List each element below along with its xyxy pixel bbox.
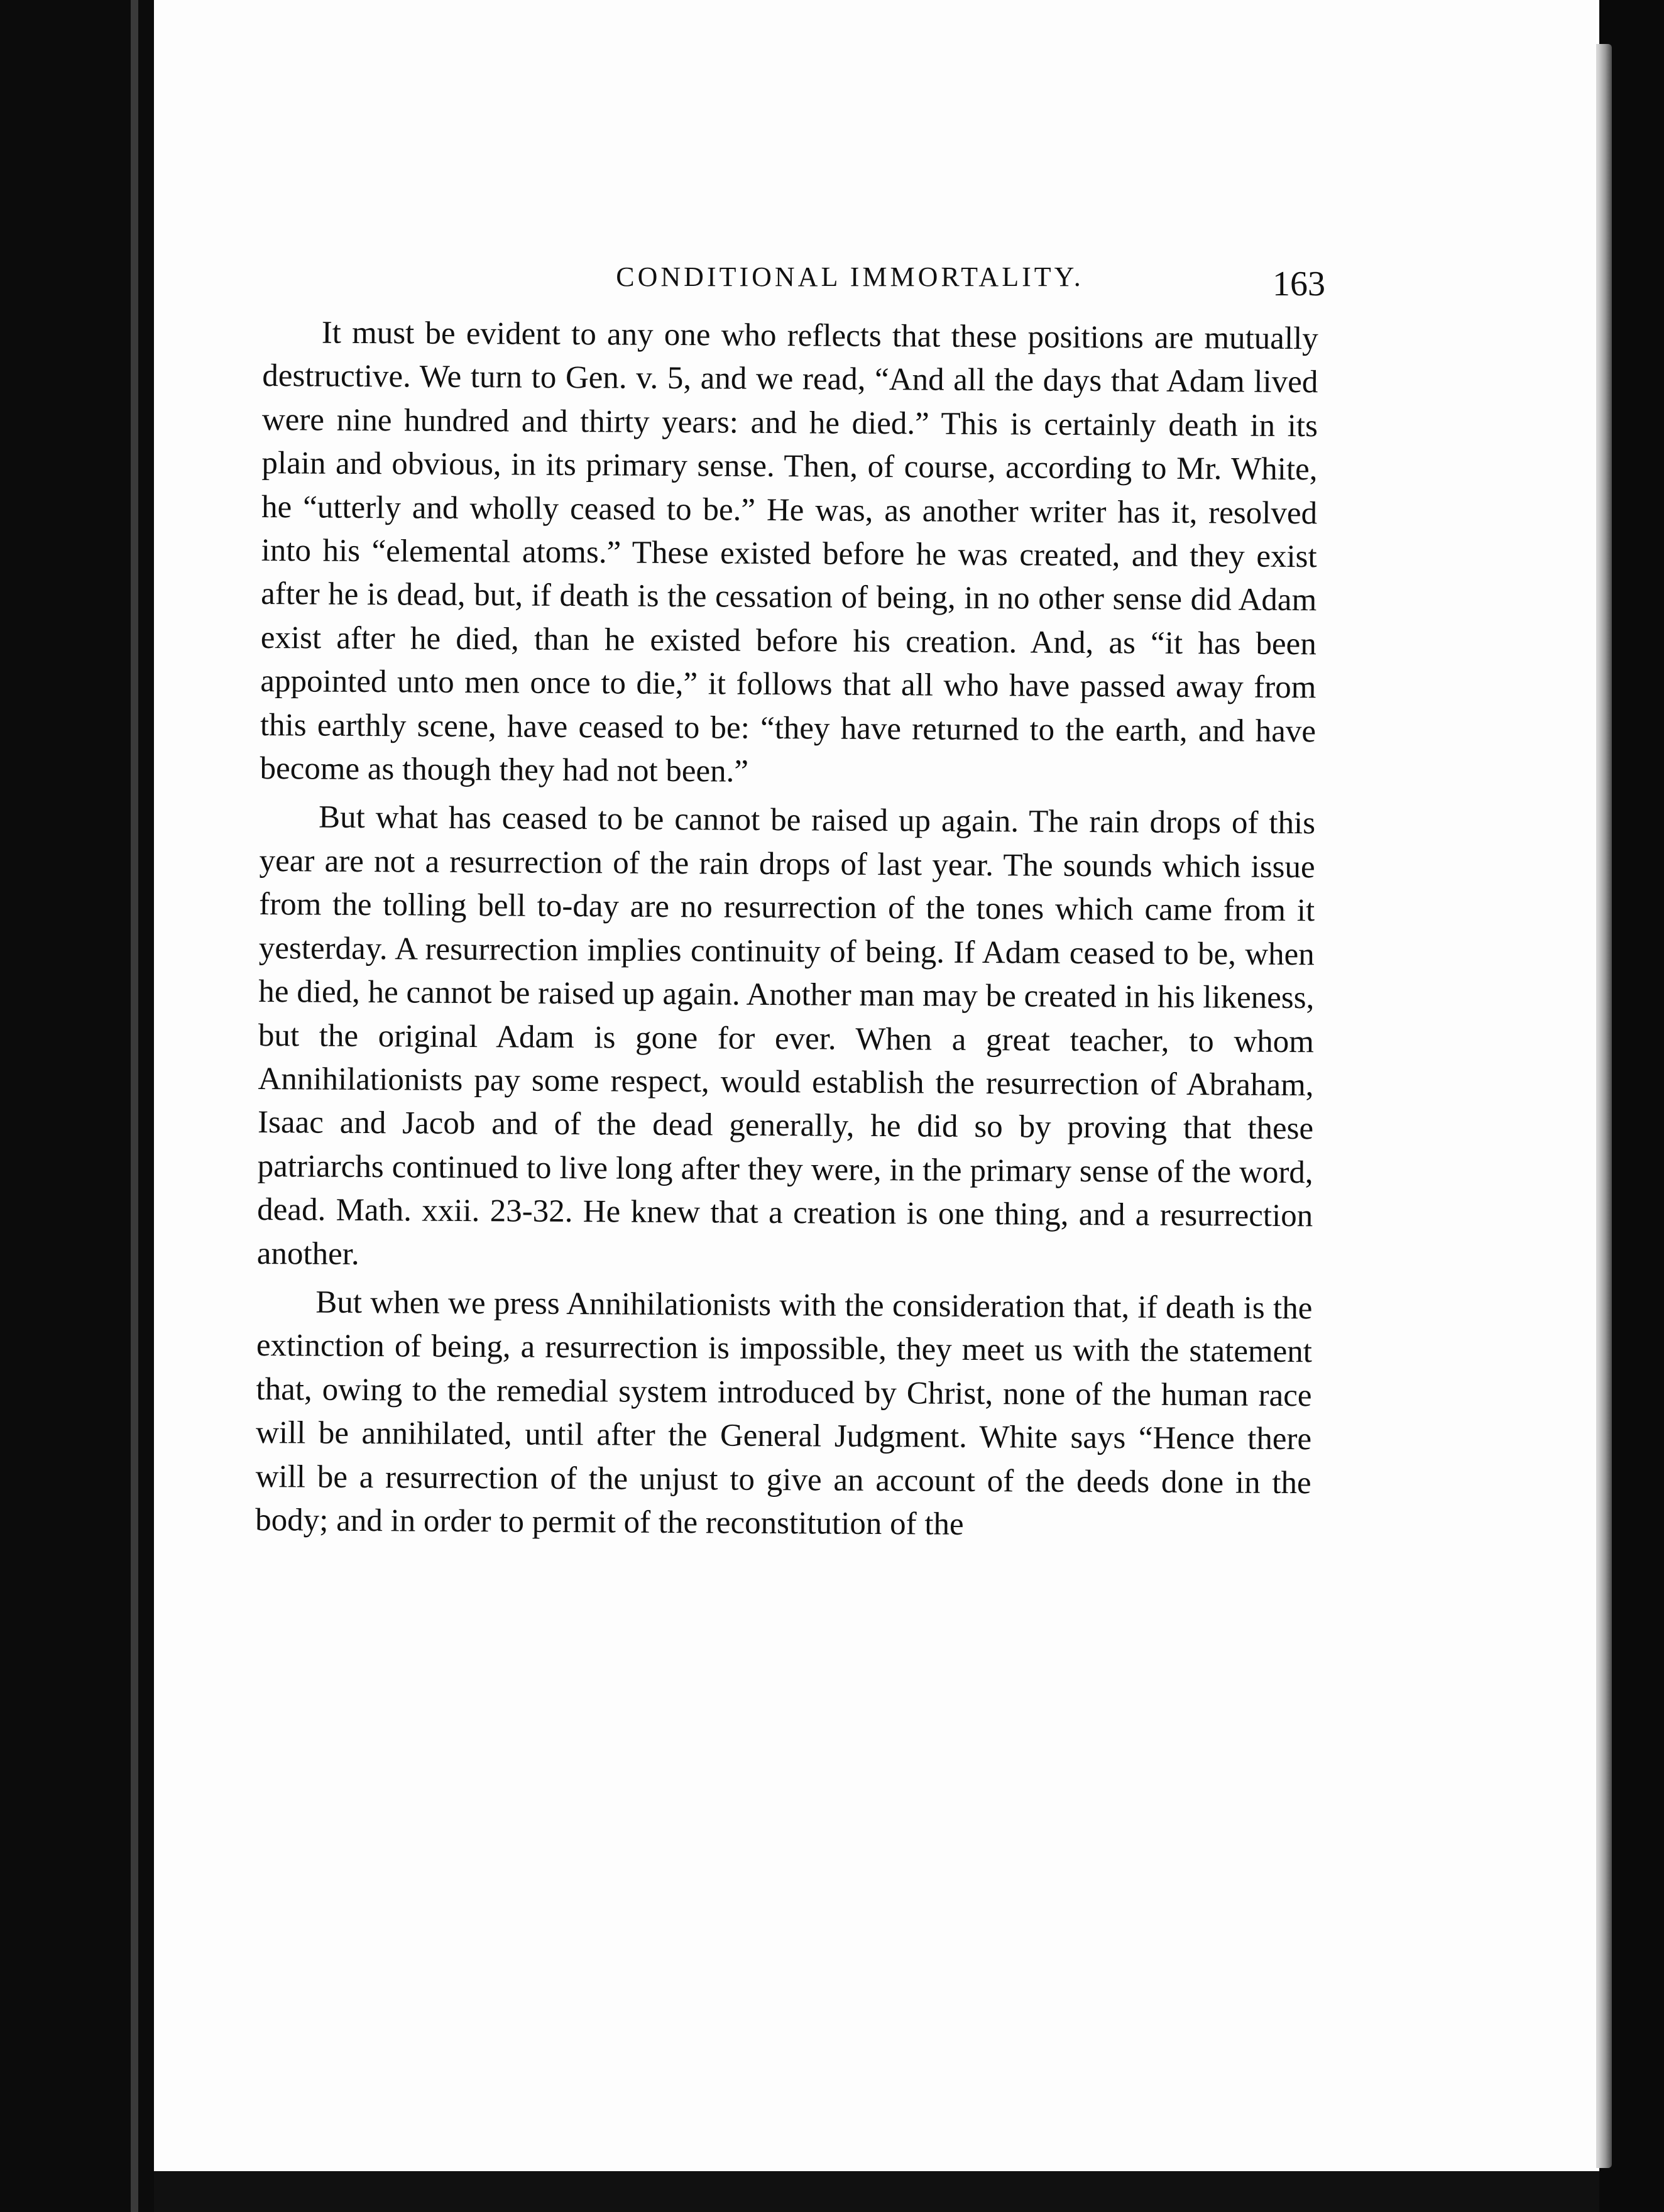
paragraph: But when we press Annihilationists with the consideration that, if death is the extinction of being, a resurrection is impossible, they meet us with the statement that, owing to the remedial system introduced by Christ, none of the human race will be annihilated, until after the General Judgment. White says “Hence there will be a resurrection of the unjust to give an account of the deeds done in the body; and in order to permit of the reconstitution of the [255, 1284, 1313, 1542]
binding-stripe [131, 0, 138, 2212]
body-text [255, 311, 1318, 1549]
scan-border-bottom [154, 2171, 1599, 2212]
page-number: 163 [1273, 265, 1325, 304]
scan-border-left [0, 0, 154, 2212]
paragraph: But what has ceased to be cannot be raised up again. The rain drops of this year are not a resurrection of the rain drops of last year. The sounds which issue from the tolling bell to-day are no resurrection of the tones which came from it yesterday. A resurrection implies continuity of being. If Adam ceased to be, when he died, he cannot be raised up again. Another man may be created in his likeness, but the original Adam is gone for ever. When a great teacher, to whom Annihilationists pay some respect, would establish the resurrection of Abraham, Isaac and Jacob and of the dead generally, he did so by proving that these patriarchs continued to live long after they were, in the primary sense of the word, dead. Math. xxii. 23-32. He knew that a creation is one thing, and a resurrection another. [256, 800, 1316, 1272]
running-head: CONDITIONAL IMMORTALITY. [616, 261, 1084, 292]
book-page [154, 0, 1596, 2171]
paragraph: It must be evident to any one who reflects that these positions are mutually destructive. We turn to Gen. v. 5, and we read, “And all the days that Adam lived were nine hundred and thirty years: and he died.” This is certainly death in its plain and obvious, in its primary sense. Then, of course, according to Mr. White, he “utterly and wholly ceased to be.” He was, as another writer has it, resolved into his “elemental atoms.” These existed before he was created, and they exist after he is dead, but, if death is the cessation of being, in no other sense did Adam exist after he died, than he existed before his creation. And, as “it has been appointed unto men once to die,” it follows that all who have passed away from this earthly scene, have ceased to be: “they have returned to the earth, and have become as though they had not been.” [260, 315, 1318, 789]
